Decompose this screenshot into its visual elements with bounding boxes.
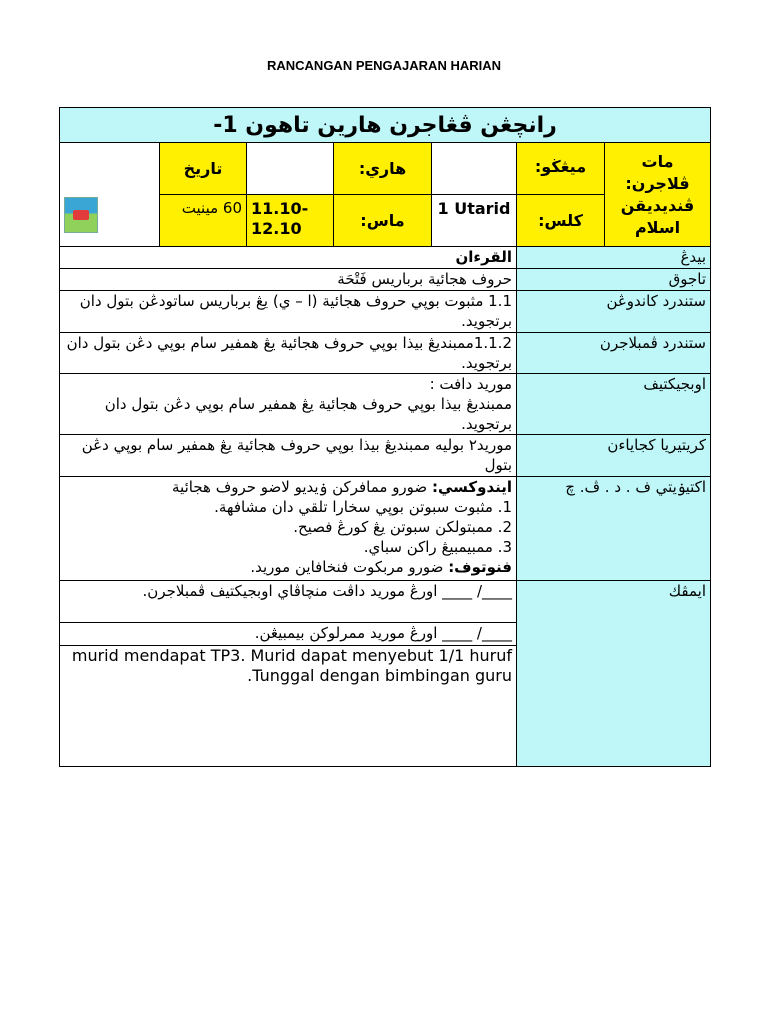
week-label: ميڠڬو:: [517, 143, 605, 195]
closing-label: فنوتوف:: [448, 558, 512, 576]
induction-label: ايندوكسي:: [431, 478, 512, 496]
topic-value: حروف هجائية برباريس فَتْحَة: [60, 269, 517, 291]
date-label: تاريخ: [160, 143, 247, 195]
activity-label: اكتيۏيتي ف . د . ڤ. چ: [517, 477, 711, 581]
day-label: هاري:: [334, 143, 432, 195]
activity-step: 2. ممبتولكن سبوتن يڠ كورڠ فصيح.: [293, 518, 512, 536]
page-heading: RANCANGAN PENGAJARAN HARIAN: [266, 58, 501, 73]
closing-text: ضورو مربكوت فنخافاين موريد.: [250, 558, 444, 576]
success-criteria-value: موريد٢ بوليه ممبنديڠ بيذا بوڽي حروف هجائية يڠ همفير سام بوڽي دڠن بتول: [60, 435, 517, 477]
topic-label: تاجوق: [517, 269, 711, 291]
objective-intro: موريد دافت :: [429, 375, 512, 393]
field-value: القرءان: [60, 247, 517, 269]
impact-line-1: ____/ ____ اورڠ موريد داڤت منچاڤاي اوبجيكتيف ڤمبلاجرن.: [60, 581, 517, 623]
subject-label: مات ڤلاجرن: ڤنديديقن اسلام: [605, 143, 711, 247]
content-standard-value: 1.1 مثبوت بوڽي حروف هجائية (ا – ي) يڠ برباريس ساتودڠن بتول دان برتجويد.: [60, 291, 517, 333]
success-criteria-label: كريتيريا كجاياءن: [517, 435, 711, 477]
impact-line-2: ____/ ____ اورڠ موريد ممرلوكن بيمبيڠن.: [60, 623, 517, 646]
impact-line-3: murid mendapat TP3. Murid dapat menyebut 1/1 huruf Tunggal dengan bimbingan guru.: [60, 646, 517, 767]
impact-label: ايمڤك: [517, 581, 711, 767]
learning-standard-value: 1.1.2ممبنديڠ بيذا بوڽي حروف هجائية يڠ همفير سام بوڽي دڠن بتول دان برتجويد.: [60, 333, 517, 374]
activity-step: 3. ممبيمبيڠ راكن سباي.: [363, 538, 512, 556]
class-value: 1 Utarid: [432, 195, 517, 247]
field-label: بيدڠ: [517, 247, 711, 269]
class-label: كلس:: [517, 195, 605, 247]
lesson-plan-table: [59, 107, 711, 767]
day-value: [432, 143, 517, 195]
content-standard-label: ستندرد كاندوڠن: [517, 291, 711, 333]
date-value: [247, 143, 334, 195]
duration-value: 60 مينيت: [160, 195, 247, 247]
activity-step: 1. مثبوت سبوتن بوڽي سخارا تلقي دان مشافهة.: [214, 498, 512, 516]
table-title: رانچڠن ڤڠاجرن هارين تاهون 1-: [60, 108, 711, 143]
objective-text: ممبنديڠ بيذا بوڽي حروف هجائية يڠ همفير سام بوڽي دڠن بتول دان برتجويد.: [104, 395, 512, 433]
book-cover-image: [64, 197, 98, 233]
objective-label: اوبجيكتيف: [517, 374, 711, 435]
time-label: ماس:: [334, 195, 432, 247]
learning-standard-label: ستندرد ڤمبلاجرن: [517, 333, 711, 374]
induction-text: ضورو ممافركن ۏيديو لاضو حروف هجائية: [172, 478, 428, 496]
objective-cell: [60, 374, 517, 435]
time-value: 11.10-12.10: [247, 195, 334, 247]
book-image-cell: [60, 143, 160, 247]
activity-cell: [60, 477, 517, 581]
